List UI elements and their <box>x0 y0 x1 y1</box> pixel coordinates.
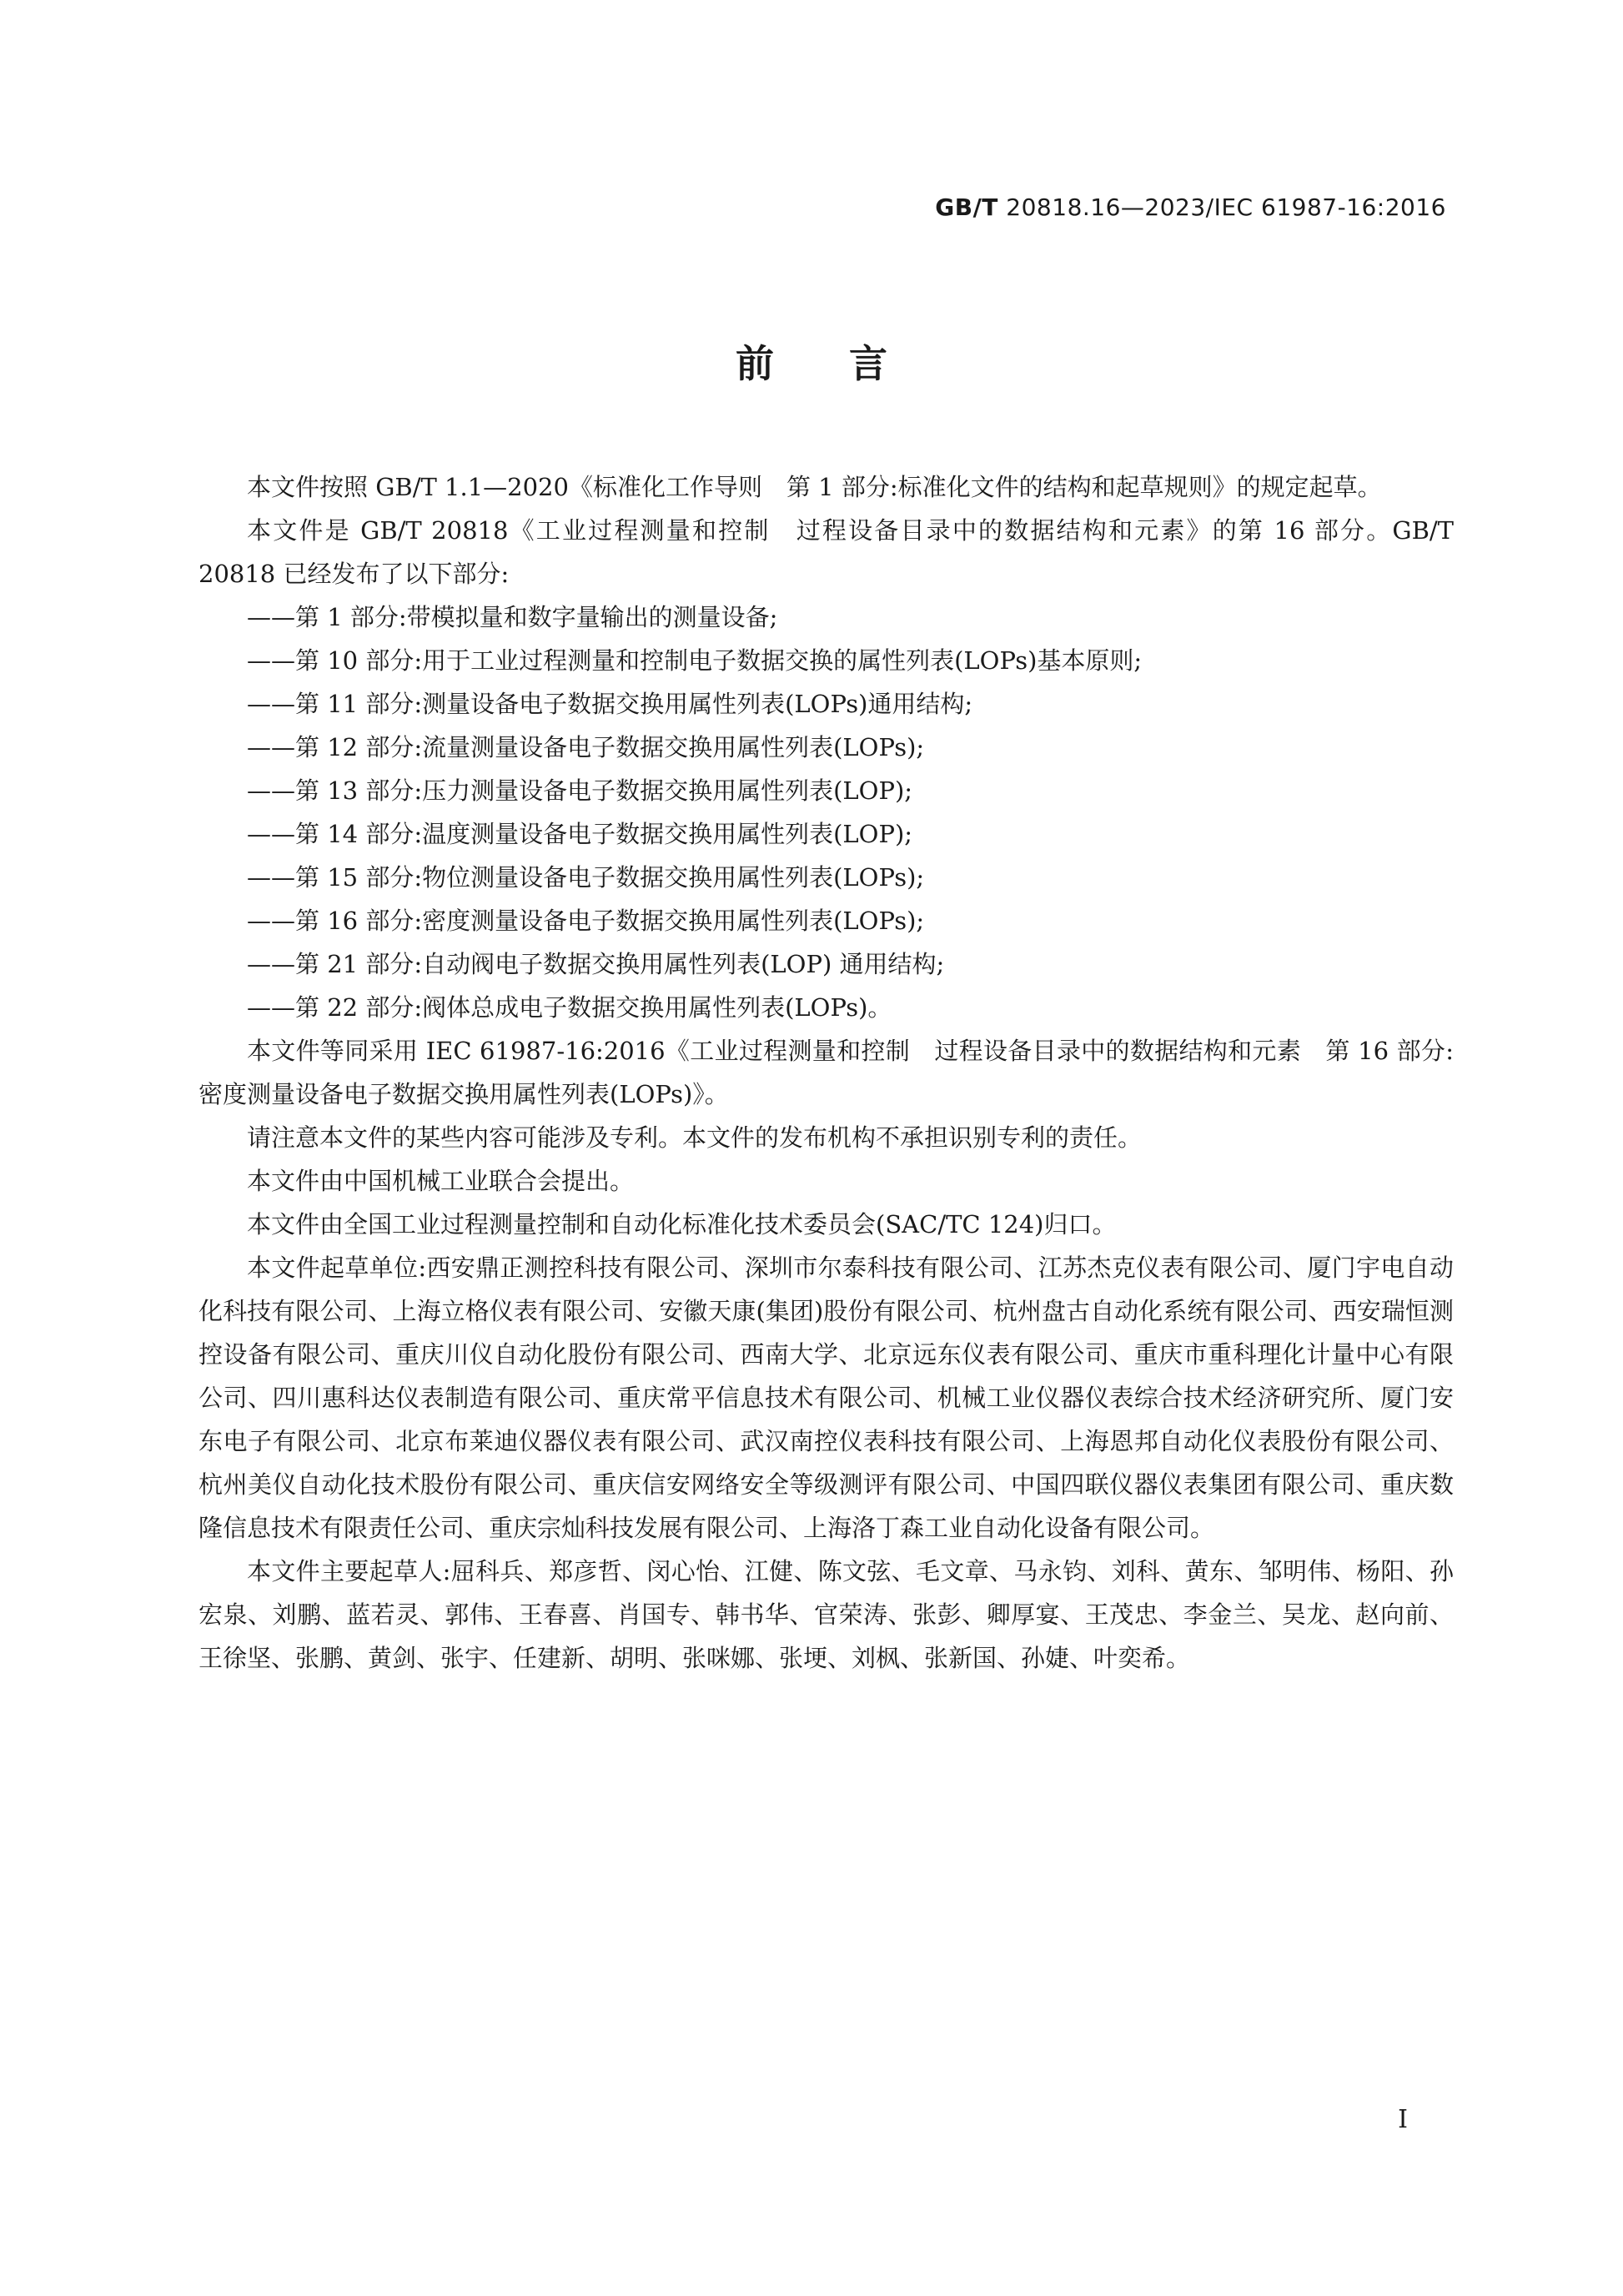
list-item: ——第 13 部分:压力测量设备电子数据交换用属性列表(LOP); <box>247 776 913 805</box>
paragraph-basis: 本文件按照 GB/T 1.1—2020《标准化工作导则 第 1 部分:标准化文件的结构和起草规则》的规定起草。 <box>247 473 1382 501</box>
paragraph-proposer: 本文件由中国机械工业联合会提出。 <box>247 1167 635 1195</box>
page-number: I <box>1398 2105 1408 2134</box>
list-item: ——第 16 部分:密度测量设备电子数据交换用属性列表(LOPs); <box>247 907 925 935</box>
foreword-body <box>198 465 1454 1680</box>
paragraph-drafters: 本文件主要起草人:屈科兵、郑彦哲、闵心怡、江健、陈文弦、毛文章、马永钧、刘科、黄东、邹明伟、杨阳、孙宏泉、刘鹏、蓝若灵、郭伟、王春喜、肖国专、韩书华、官荣涛、张彭、卿厚宴、王茂忠、李金兰、吴龙、赵向前、王徐坚、张鹏、黄剑、张宇、任建新、胡明、张咪娜、张埂、刘枫、张新国、孙婕、叶奕希。 <box>198 1557 1454 1672</box>
standard-number: 20818.16—2023/IEC 61987-16:2016 <box>997 193 1446 221</box>
paragraph-equivalence: 本文件等同采用 IEC 61987-16:2016《工业过程测量和控制 过程设备目录中的数据结构和元素 第 16 部分:密度测量设备电子数据交换用属性列表(LOPs)》。 <box>198 1037 1454 1108</box>
page-title: 前言 <box>736 341 962 386</box>
paragraph-series: 本文件是 GB/T 20818《工业过程测量和控制 过程设备目录中的数据结构和元素》的第 16 部分。GB/T 20818 已经发布了以下部分: <box>198 516 1454 588</box>
paragraph-drafting-units: 本文件起草单位:西安鼎正测控科技有限公司、深圳市尔泰科技有限公司、江苏杰克仪表有限公司、厦门宇电自动化科技有限公司、上海立格仪表有限公司、安徽天康(集团)股份有限公司、杭州盘古自动化系统有限公司、西安瑞恒测控设备有限公司、重庆川仪自动化股份有限公司、西南大学、北京远东仪表有限公司、重庆市重科理化计量中心有限公司、四川惠科达仪表制造有限公司、重庆常平信息技术有限公司、机械工业仪器仪表综合技术经济研究所、厦门安东电子有限公司、北京布莱迪仪器仪表有限公司、武汉南控仪表科技有限公司、上海恩邦自动化仪表股份有限公司、杭州美仪自动化技术股份有限公司、重庆信安网络安全等级测评有限公司、中国四联仪器仪表集团有限公司、重庆数隆信息技术有限责任公司、重庆宗灿科技发展有限公司、上海洛丁森工业自动化设备有限公司。 <box>198 1254 1454 1542</box>
list-item: ——第 1 部分:带模拟量和数字量输出的测量设备; <box>247 603 778 631</box>
standard-code <box>935 193 1446 221</box>
standard-prefix: GB/T <box>935 193 998 221</box>
list-item: ——第 21 部分:自动阀电子数据交换用属性列表(LOP) 通用结构; <box>247 950 945 978</box>
list-item: ——第 14 部分:温度测量设备电子数据交换用属性列表(LOP); <box>247 820 913 848</box>
list-item: ——第 12 部分:流量测量设备电子数据交换用属性列表(LOPs); <box>247 733 925 761</box>
list-item: ——第 11 部分:测量设备电子数据交换用属性列表(LOPs)通用结构; <box>247 690 973 718</box>
paragraph-patent-notice: 请注意本文件的某些内容可能涉及专利。本文件的发布机构不承担识别专利的责任。 <box>247 1123 1143 1152</box>
list-item: ——第 22 部分:阀体总成电子数据交换用属性列表(LOPs)。 <box>247 993 892 1022</box>
list-item: ——第 15 部分:物位测量设备电子数据交换用属性列表(LOPs); <box>247 863 925 892</box>
list-item: ——第 10 部分:用于工业过程测量和控制电子数据交换的属性列表(LOPs)基本原则; <box>247 646 1143 675</box>
paragraph-committee: 本文件由全国工业过程测量控制和自动化标准化技术委员会(SAC/TC 124)归口。 <box>247 1210 1117 1238</box>
